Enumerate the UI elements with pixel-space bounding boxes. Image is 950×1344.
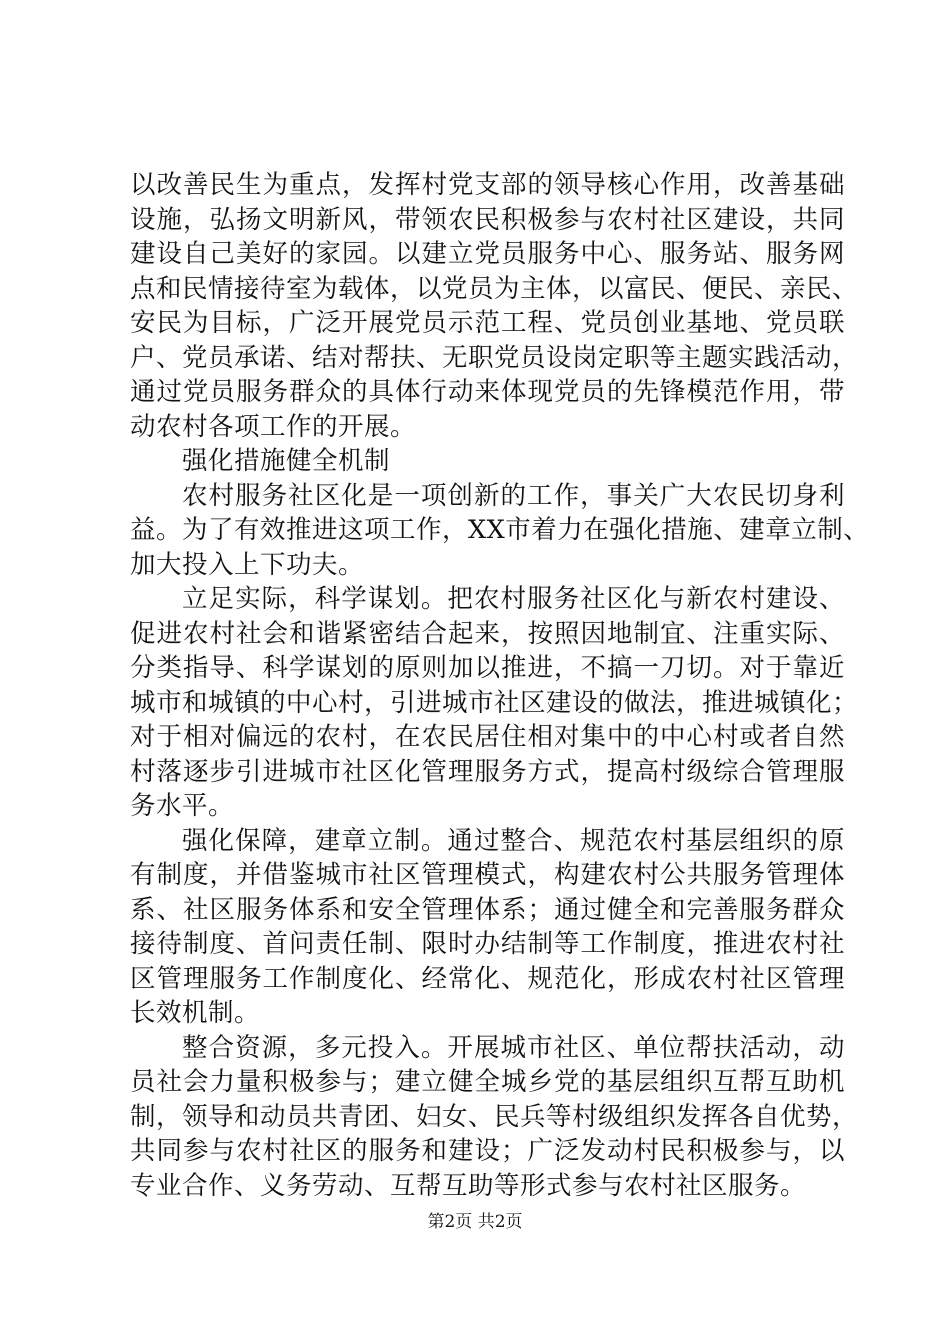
text-line: 促进农村社会和谐紧密结合起来，按照因地制宜、注重实际、	[130, 618, 845, 649]
text-line: 长效机制。	[130, 998, 261, 1028]
text-line: 安民为目标，广泛开展党员示范工程、党员创业基地、党员联	[130, 308, 845, 338]
text-line: 村落逐步引进城市社区化管理服务方式，提高村级综合管理服	[130, 756, 845, 787]
text-line: 强化措施健全机制	[182, 446, 391, 476]
text-line: 强化保障，建章立制。通过整合、规范农村基层组织的原	[182, 825, 845, 856]
text-line: 务水平。	[130, 791, 235, 821]
text-line: 动农村各项工作的开展。	[130, 411, 417, 442]
text-line: 制，领导和动员共青团、妇女、民兵等村级组织发挥各自优势，	[130, 1101, 859, 1132]
text-line: 户、党员承诺、结对帮扶、无职党员设岗定职等主题实践活动，	[130, 342, 859, 373]
text-line: 员社会力量积极参与；建立健全城乡党的基层组织互帮互助机	[130, 1067, 845, 1097]
text-line: 有制度，并借鉴城市社区管理模式，构建农村公共服务管理体	[130, 860, 845, 890]
text-line: 益。为了有效推进这项工作，XX市着力在强化措施、建章立制、	[130, 515, 870, 545]
text-line: 点和民情接待室为载体，以党员为主体，以富民、便民、亲民、	[130, 273, 859, 304]
text-line: 对于相对偏远的农村，在农民居住相对集中的中心村或者自然	[130, 722, 845, 752]
paragraph	[130, 168, 859, 444]
text-line: 系、社区服务体系和安全管理体系；通过健全和完善服务群众	[130, 894, 845, 925]
paragraph	[130, 1031, 859, 1204]
text-line: 建设自己美好的家园。以建立党员服务中心、服务站、服务网	[130, 239, 845, 269]
text-line: 通过党员服务群众的具体行动来体现党员的先锋模范作用，带	[130, 377, 845, 407]
paragraph	[130, 444, 845, 479]
text-line: 接待制度、首问责任制、限时办结制等工作制度，推进农村社	[130, 929, 845, 959]
text-line: 专业合作、义务劳动、互帮互助等形式参与农村社区服务。	[130, 1170, 807, 1201]
text-line: 加大投入上下功夫。	[130, 549, 365, 580]
page-footer: 第2页 共2页	[427, 1212, 523, 1232]
text-line: 共同参与农村社区的服务和建设；广泛发动村民积极参与，以	[130, 1136, 845, 1166]
text-line: 城市和城镇的中心村，引进城市社区建设的做法，推进城镇化；	[130, 687, 859, 718]
paragraph	[130, 479, 870, 583]
document-body	[130, 168, 870, 1203]
text-line: 以改善民生为重点，发挥村党支部的领导核心作用，改善基础	[130, 170, 845, 200]
text-line: 立足实际，科学谋划。把农村服务社区化与新农村建设、	[182, 584, 845, 614]
paragraph	[130, 824, 845, 1031]
text-line: 整合资源，多元投入。开展城市社区、单位帮扶活动，动	[182, 1032, 845, 1063]
text-line: 设施，弘扬文明新风，带领农民积极参与农村社区建设，共同	[130, 204, 845, 235]
text-line: 区管理服务工作制度化、经常化、规范化，形成农村社区管理	[130, 963, 845, 994]
text-line: 农村服务社区化是一项创新的工作，事关广大农民切身利	[182, 480, 845, 511]
text-line: 分类指导、科学谋划的原则加以推进，不搞一刀切。对于靠近	[130, 653, 845, 683]
paragraph	[130, 582, 859, 824]
